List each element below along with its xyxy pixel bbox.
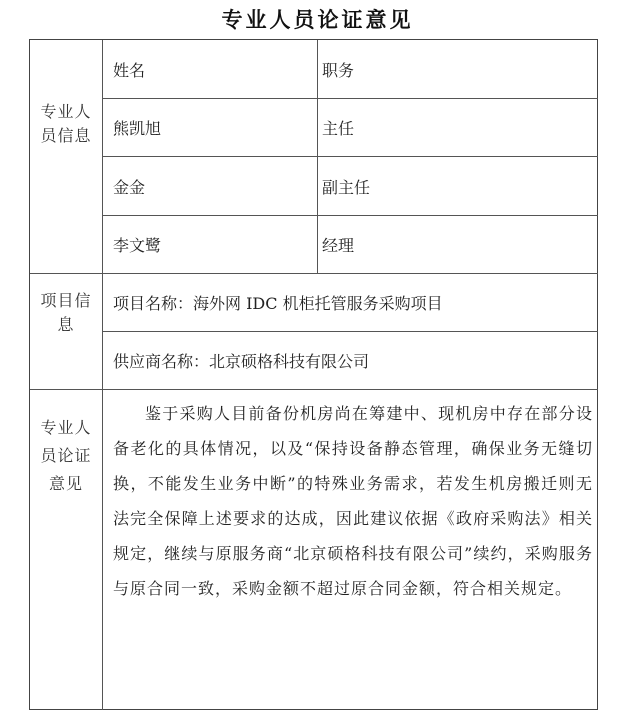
document-title: 专业人员论证意见 <box>221 7 414 32</box>
person-name: 李文鹭 <box>113 236 162 255</box>
project-name: 项目名称：海外网 IDC 机柜托管服务采购项目 <box>113 294 443 313</box>
section-divider <box>30 389 598 390</box>
label-column-divider <box>102 40 103 710</box>
project-section-label: 项目信息 <box>40 291 92 334</box>
personnel-section-label: 专业人员信息 <box>40 102 92 145</box>
opinion-section-label: 专业人员论证意见 <box>40 418 92 493</box>
supplier-name: 供应商名称：北京硕格科技有限公司 <box>113 352 370 371</box>
header-name: 姓名 <box>113 60 146 80</box>
person-position: 经理 <box>322 236 355 255</box>
header-position: 职务 <box>322 60 355 80</box>
person-name: 金金 <box>113 177 146 197</box>
person-name: 熊凯旭 <box>113 119 162 138</box>
person-position: 主任 <box>322 119 355 138</box>
opinion-text: 鉴于采购人目前备份机房尚在筹建中、现机房中存在部分设备老化的具体情况，以及“保持设备静态管理，确保业务无缝切换，不能发生业务中断”的特殊业务需求，若发生机房搬迁则无法完全保障上述要求的达成，因此建议依据《政府采购法》相关规定，继续与原服务商“北京硕格科技有限公司”续约，采购服务与原合同一致，采购金额不超过原合同金额，符合相关规定。 <box>113 404 593 598</box>
person-position: 副主任 <box>322 177 371 197</box>
opinion-table <box>29 39 598 710</box>
